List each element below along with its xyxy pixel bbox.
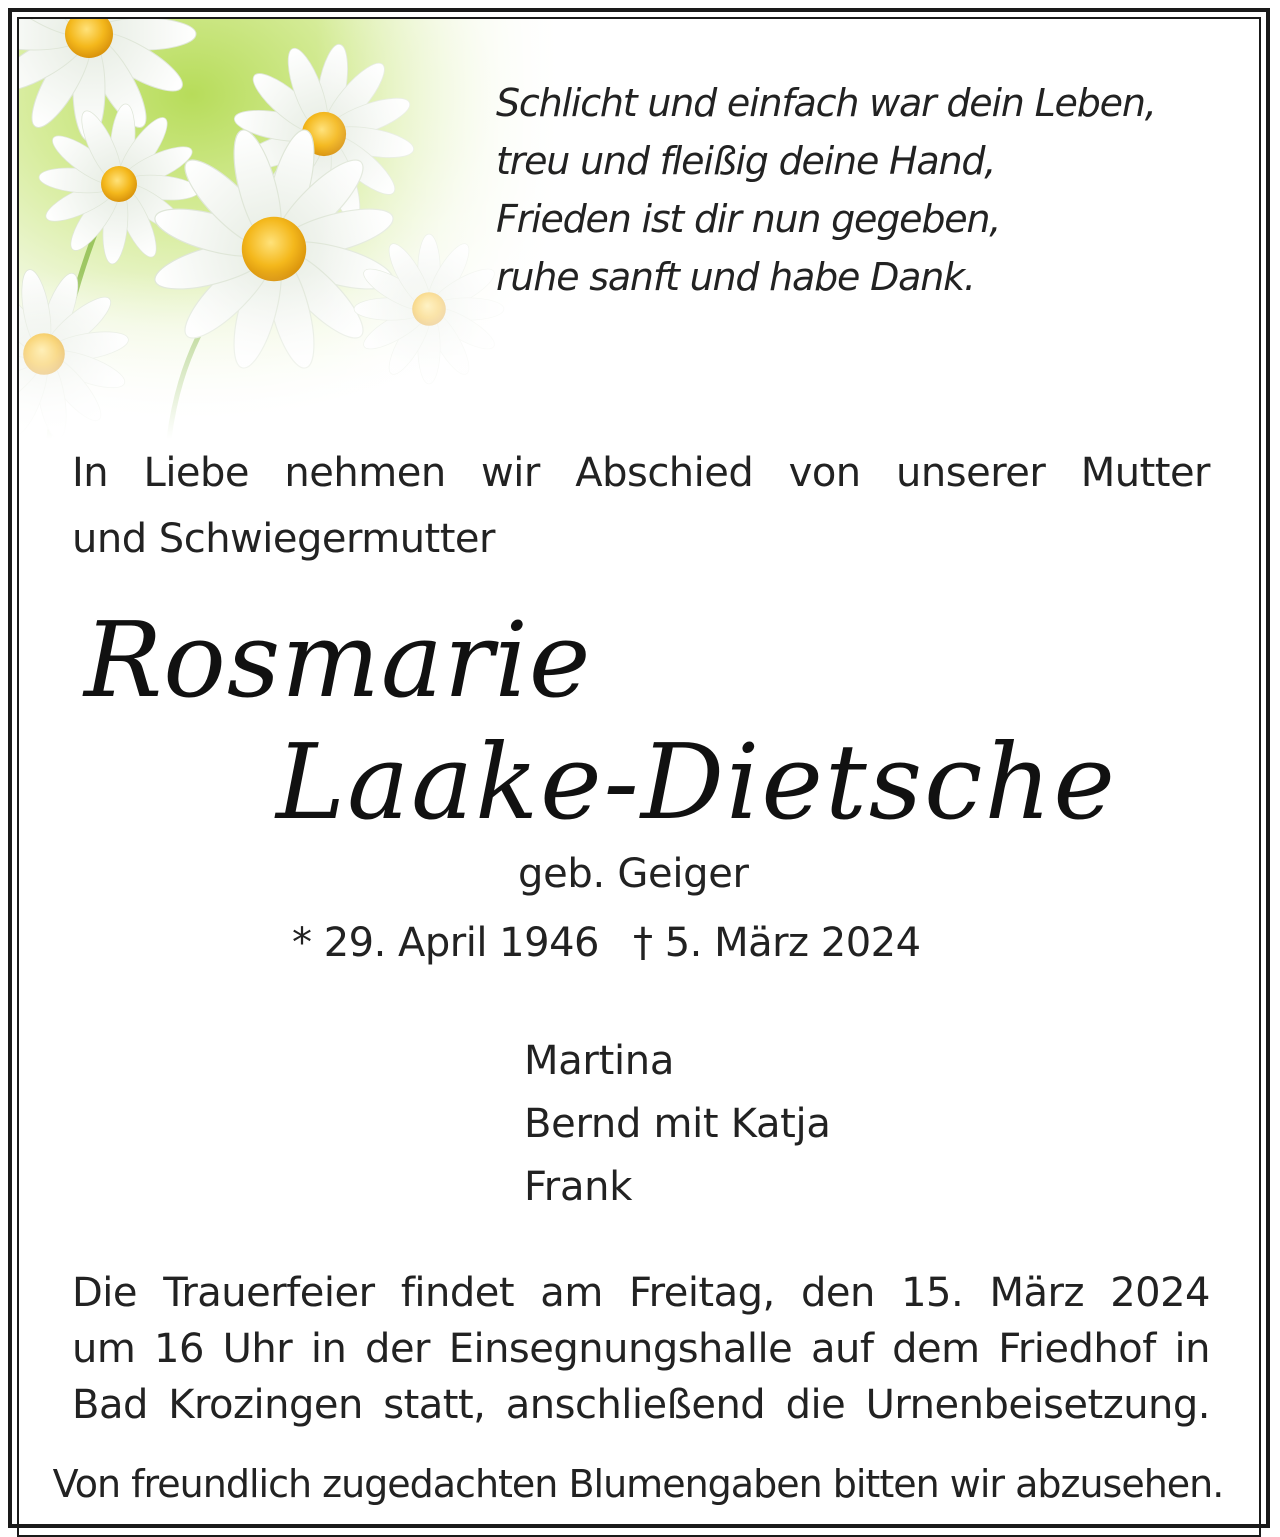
intro-line: In Liebe nehmen wir Abschied von unserer Mutter xyxy=(72,450,1210,496)
footer-note: Von freundlich zugedachten Blumengaben bitten wir abzusehen. xyxy=(52,1462,1224,1506)
service-details xyxy=(72,1265,1210,1433)
service-line: Die Trauerfeier findet am Freitag, den 15. März 2024 xyxy=(72,1270,1210,1316)
service-line: um 16 Uhr in der Einsegnungshalle auf dem Friedhof in xyxy=(72,1326,1210,1372)
poem-line: treu und fleißig deine Hand, xyxy=(496,139,996,183)
daisy-flowers-image xyxy=(19,19,559,439)
poem-line: Schlicht und einfach war dein Leben, xyxy=(496,81,1156,125)
intro-line: und Schwiegermutter xyxy=(72,516,495,562)
deceased-first-name: Rosmarie xyxy=(84,599,592,721)
life-dates xyxy=(292,915,921,971)
mourner-name: Martina xyxy=(524,1038,675,1084)
deceased-last-name: Laake-Dietsche xyxy=(276,721,1117,843)
poem-line: Frieden ist dir nun gegeben, xyxy=(496,197,1001,241)
mourners-list xyxy=(524,1030,831,1219)
death-date: † 5. März 2024 xyxy=(632,920,921,966)
poem xyxy=(496,74,1236,306)
poem-line: ruhe sanft und habe Dank. xyxy=(496,255,975,299)
born-name: geb. Geiger xyxy=(518,851,749,897)
mourner-name: Bernd mit Katja xyxy=(524,1101,831,1147)
birth-date: * 29. April 1946 xyxy=(292,920,599,966)
mourner-name: Frank xyxy=(524,1164,633,1210)
service-line: Bad Krozingen statt, anschließend die Urnenbeisetzung. xyxy=(72,1382,1210,1428)
intro-text xyxy=(72,440,1210,572)
